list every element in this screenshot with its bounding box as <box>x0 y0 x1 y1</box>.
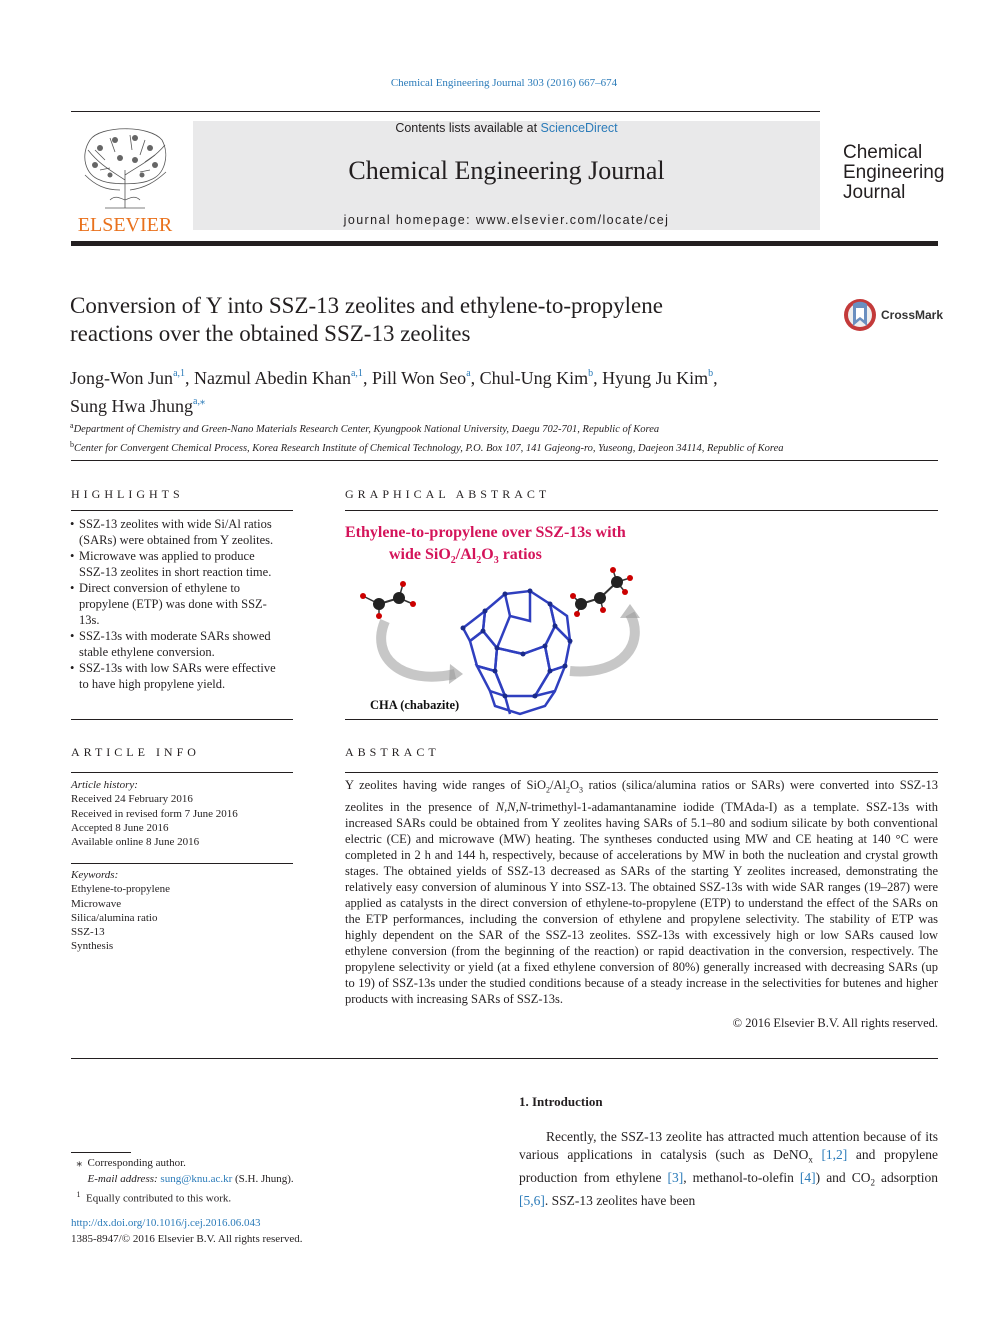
author-name[interactable]: Sung Hwa Jhung$^{a,⁎}$ <box>70 396 205 416</box>
highlights-heading: HIGHLIGHTS <box>71 487 184 501</box>
abstract-text: Y zeolites having wide ranges of $SiO_2/Al_2O_3$ ratios (silica/alumina ratios or SARs) were converted into SSZ-13 zeolites in the presence of N,N,N-trimethyl-1-adamantanamine iodide (TMAda-I) as a template. SSZ-13s with increased SARs could be obtained from Y zeolites having SARs of 5.1–80 and sodium silicate by both conventional electric (CE) and microwave (MW) heating. The syntheses conducted using MW and CE heating at 140 °C were completed in 2 h and 144 h, respectively, because of accelerations by MW in both the nucleation and crystal growth stages. The obtained yields of SSZ-13 decreased as SARs of the starting Y zeolites increased, demonstrating the relatively easy conversion of aluminous Y into SSZ-13. The obtained SSZ-13s with wide SAR ranges (19–287) were applied as catalysts in the direct conversion of ethylene-to-propylene (ETP) to understand the effect of the SARs on the ETP performances, including the conversion of ethylene and propylene selectivity. The stability of ETP was highly dependent on the SAR of the SSZ-13 zeolites. SSZ-13s with excessively high or low SARs caused low ethylene conversion (from the beginning of the reaction) or rapid deactivation in the conversion, respectively. The propylene selectivity or yield (at a fixed ethylene conversion of 80%) generally increased with decreasing SARs (up to 19) of SSZ-13s under the studied conditions because of a steady increase in the selectivities for butenes and higher products with increasing SARs of SSZ-13s. <box>345 778 938 1006</box>
reference-link[interactable]: [4] <box>799 1169 816 1185</box>
highlight-item: • SSZ-13s with low SARs were effective to have high propylene yield. <box>71 660 296 692</box>
article-title: Conversion of Y into SSZ-13 zeolites and ethylene-to-propylene reactions over the obtained SSZ-13 zeolites <box>70 293 663 346</box>
corresponding-author-note: ⁎ Corresponding author. <box>76 1157 186 1169</box>
header-rule-thick <box>71 241 938 246</box>
footnote-rule <box>71 1152 131 1153</box>
doi-block: http://dx.doi.org/10.1016/j.cej.2016.06.043 1385-8947/© 2016 Elsevier B.V. All rights reserved. <box>71 1217 303 1245</box>
journal-homepage[interactable]: journal homepage: www.elsevier.com/locate/cej <box>343 213 670 227</box>
header-rule-top <box>71 111 820 112</box>
propylene-molecule <box>570 567 633 617</box>
cej-logo: Chemical Engineering Journal <box>843 142 945 203</box>
body-rule <box>71 1058 938 1059</box>
left-arrow <box>381 621 455 677</box>
affiliations <box>70 418 950 456</box>
right-arrow <box>570 614 635 671</box>
ga-title-line1: Ethylene-to-propylene over SSZ-13s with <box>345 524 626 541</box>
article-history: Article history: Received 24 February 2016 Received in revised form 7 June 2016 Accepted 8 June 2016 Available online 8 June 2016 <box>71 779 238 849</box>
reference-link[interactable]: [3] <box>667 1169 684 1185</box>
author-name[interactable]: Nazmul Abedin Khan$^{a,1}$ <box>194 368 363 388</box>
email-link[interactable]: sung@knu.ac.kr <box>160 1172 233 1185</box>
author-name[interactable]: Chul-Ung Kim$^b$ <box>479 368 594 388</box>
highlight-item: • Microwave was applied to produce SSZ-13 zeolites in short reaction time. <box>71 548 296 580</box>
highlight-item: • SSZ-13s with moderate SARs showed stable ethylene conversion. <box>71 628 296 660</box>
introduction-heading: 1. Introduction <box>519 1094 603 1109</box>
email-note: E-mail address: sung@knu.ac.kr (S.H. Jhung). <box>87 1172 294 1185</box>
crossmark-icon <box>843 298 877 332</box>
elsevier-logo <box>70 120 180 235</box>
journal-title: Chemical Engineering Journal <box>348 156 665 185</box>
equal-contribution-note: $^1$ Equally contributed to this work. <box>76 1190 232 1205</box>
doi-link[interactable]: http://dx.doi.org/10.1016/j.cej.2016.06.043 <box>71 1217 261 1229</box>
cha-caption: CHA (chabazite) <box>370 698 460 712</box>
highlights-rule-bottom <box>71 719 293 720</box>
reference-link[interactable]: [1,2] <box>821 1146 848 1162</box>
abstract-rule <box>345 772 938 773</box>
abstract-heading: ABSTRACT <box>345 745 440 759</box>
author-name[interactable]: Pill Won Seo$^a$ <box>371 368 471 388</box>
section-rule <box>71 460 938 461</box>
highlights-rule-top <box>71 510 293 511</box>
author-list: Jong-Won Jun$^{a,1}$, Nazmul Abedin Khan$^{a,1}$, Pill Won Seo$^a$, Chul-Ung Kim$^b$, Hyung Ju Kim$^b$, Sung Hwa Jhung$^{a,⁎}$ <box>70 368 718 416</box>
journal-reference-link[interactable]: Chemical Engineering Journal 303 (2016) 667–674 <box>390 77 618 89</box>
author-name[interactable]: Hyung Ju Kim$^b$ <box>602 368 714 388</box>
highlight-item: • SSZ-13 zeolites with wide Si/Al ratios (SARs) were obtained from Y zeolites. <box>71 516 296 548</box>
highlights-list <box>71 516 296 692</box>
ethylene-molecule <box>360 581 416 619</box>
reference-link[interactable]: [5,6] <box>519 1192 545 1208</box>
keywords-rule <box>71 863 293 864</box>
elsevier-wordmark: ELSEVIER <box>77 214 173 235</box>
affiliation-a: $^a$Department of Chemistry and Green-Nano Materials Research Center, Kyungpook National University, Daegu 702-701, Republic of Korea <box>70 421 660 435</box>
ga-title-line2: wide $SiO_2/Al_2O_3$ ratios <box>389 546 542 566</box>
article-info-rule <box>71 772 293 773</box>
crossmark-badge[interactable]: CrossMark <box>843 298 943 332</box>
article-info-heading: ARTICLE INFO <box>71 745 200 759</box>
graphical-abstract-rule-bottom <box>345 719 938 720</box>
author-name[interactable]: Jong-Won Jun$^{a,1}$ <box>70 368 186 388</box>
contents-line: Contents lists available at ScienceDirect <box>395 121 618 135</box>
footnotes <box>71 1156 294 1207</box>
cha-cage-structure <box>463 591 570 714</box>
introduction-text: Recently, the SSZ-13 zeolite has attracted much attention because of its various applications in catalysis (such as DeNO$_x$ [1,2] and propylene production from ethylene [3], methanol-to-olefin [4]) and $CO_2$ adsorption [5,6]. SSZ-13 zeolites have been <box>519 1129 938 1208</box>
highlight-item: • Direct conversion of ethylene to propylene (ETP) was done with SSZ- 13s. <box>71 580 296 628</box>
graphical-abstract-figure <box>345 516 685 716</box>
sciencedirect-link[interactable]: ScienceDirect <box>540 121 618 135</box>
abstract-copyright: © 2016 Elsevier B.V. All rights reserved. <box>732 1016 938 1030</box>
affiliation-b: $^b$Center for Convergent Chemical Process, Korea Research Institute of Chemical Technology, P.O. Box 107, 141 Gajeong-ro, Yuseong, Daejeon 34114, Republic of Korea <box>70 440 784 454</box>
keywords: Keywords: Ethylene-to-propylene Microwave Silica/alumina ratio SSZ-13 Synthesis <box>71 869 170 953</box>
graphical-abstract-rule <box>345 510 938 511</box>
graphical-abstract-heading: GRAPHICAL ABSTRACT <box>345 487 551 501</box>
